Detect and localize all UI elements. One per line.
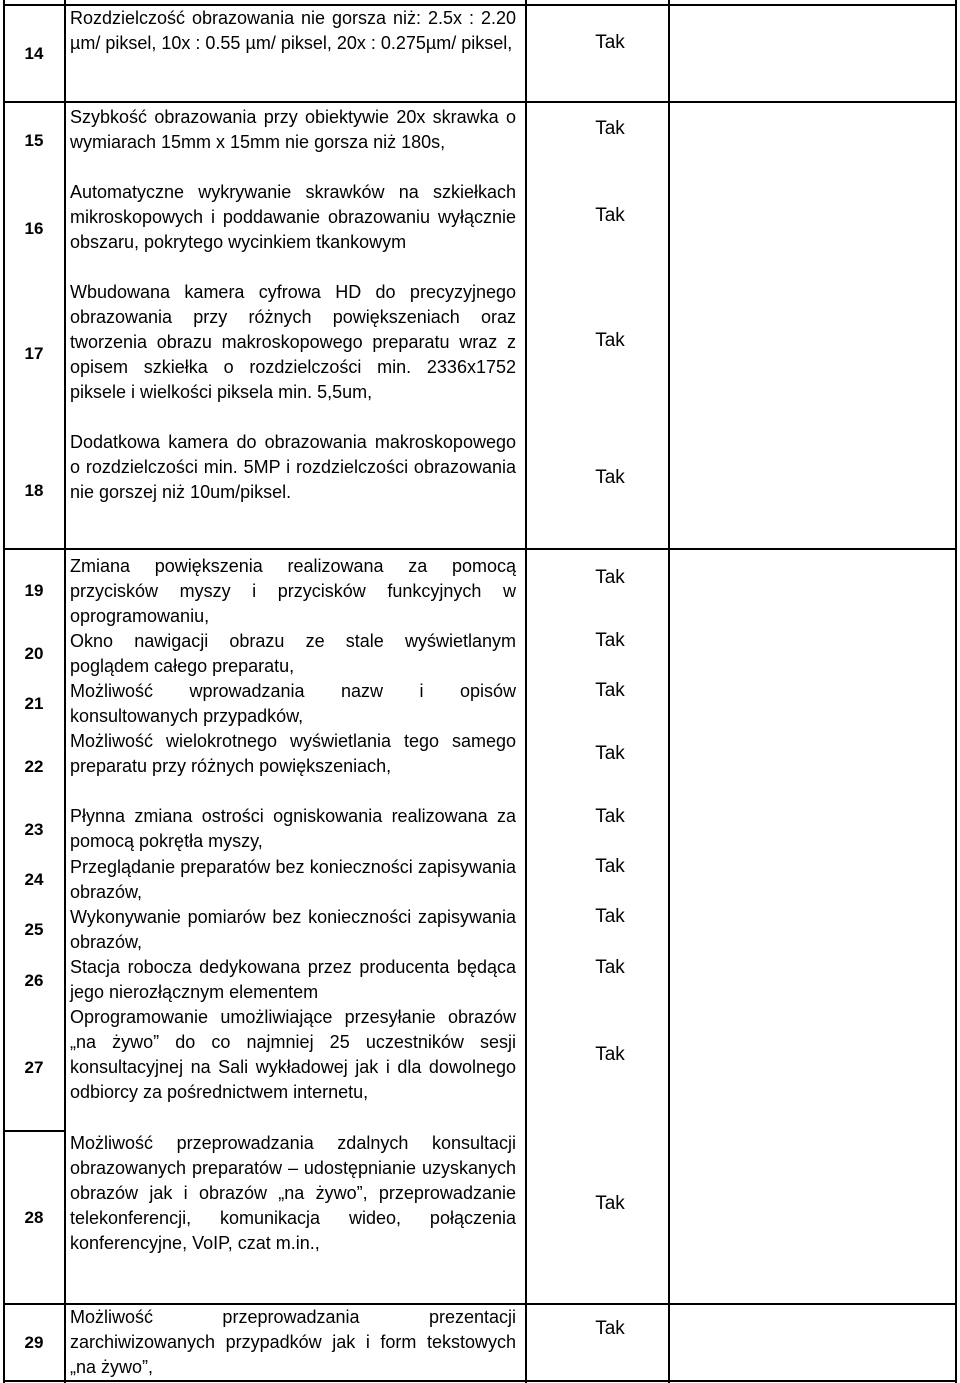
row-value: Tak <box>595 743 625 764</box>
row-description: Wbudowana kamera cyfrowa HD do precyzyjnego obrazowania przy różnych powiększeniach oraz tworzenia obrazu makroskopowego preparatu wraz z opisem szkiełka o rozdzielczości min. 2336x1752 piksele i wielkości piksela min. 5,5um, <box>70 282 516 402</box>
row-number: 14 <box>24 44 44 63</box>
row-description: Możliwość wielokrotnego wyświetlania tego samego preparatu przy różnych powiększeniach, <box>70 731 516 776</box>
row-description: Możliwość wprowadzania nazw i opisów konsultowanych przypadków, <box>70 681 516 726</box>
column-divider <box>525 0 527 1383</box>
table-border-left <box>3 0 5 1383</box>
row-divider <box>3 548 957 550</box>
row-number: 25 <box>24 920 44 939</box>
row-value: Tak <box>595 630 625 651</box>
row-value: Tak <box>595 1193 625 1214</box>
row-number: 18 <box>24 481 44 500</box>
row-number: 16 <box>24 219 44 238</box>
row-divider <box>3 101 957 103</box>
row-number: 23 <box>24 820 44 839</box>
row-number: 22 <box>24 757 44 776</box>
row-value: Tak <box>595 567 625 588</box>
row-description: Okno nawigacji obrazu ze stale wyświetlanym poglądem całego preparatu, <box>70 631 516 676</box>
row-number: 19 <box>24 581 44 600</box>
row-value: Tak <box>595 856 625 877</box>
row-description: Możliwość przeprowadzania prezentacji zarchiwizowanych przypadków jak i form tekstowych „na żywo”, <box>70 1307 516 1377</box>
row-value: Tak <box>595 1044 625 1065</box>
row-value: Tak <box>595 330 625 351</box>
row-description: Możliwość przeprowadzania zdalnych konsultacji obrazowanych preparatów – udostępnianie uzyskanych obrazów jak i obrazów „na żywo”, przeprowadzanie telekonferencji, komunikacja wideo, połączenia konferencyjne, VoIP, czat m.in., <box>70 1133 516 1253</box>
row-description: Dodatkowa kamera do obrazowania makroskopowego o rozdzielczości min. 5MP i rozdzielczości obrazowania nie gorszej niż 10um/piksel. <box>70 432 516 502</box>
row-divider <box>3 1130 65 1132</box>
row-description: Wykonywanie pomiarów bez konieczności zapisywania obrazów, <box>70 907 516 952</box>
row-value: Tak <box>595 467 625 488</box>
row-description: Płynna zmiana ostrości ogniskowania realizowana za pomocą pokrętła myszy, <box>70 806 516 851</box>
row-description: Zmiana powiększenia realizowana za pomocą przycisków myszy i przycisków funkcyjnych w oprogramowaniu, <box>70 556 516 626</box>
row-number: 21 <box>24 694 44 713</box>
row-description: Szybkość obrazowania przy obiektywie 20x skrawka o wymiarach 15mm x 15mm nie gorsza niż 180s, <box>70 107 516 152</box>
row-description: Automatyczne wykrywanie skrawków na szkiełkach mikroskopowych i poddawanie obrazowaniu wyłącznie obszaru, pokrytego wycinkiem tkankowym <box>70 182 516 252</box>
column-divider <box>64 0 66 1383</box>
row-number: 26 <box>24 971 44 990</box>
row-value: Tak <box>595 118 625 139</box>
row-value: Tak <box>595 680 625 701</box>
row-number: 17 <box>24 344 44 363</box>
row-value: Tak <box>595 806 625 827</box>
row-description: Stacja robocza dedykowana przez producenta będąca jego nierozłącznym elementem <box>70 957 516 1002</box>
row-number: 20 <box>24 644 44 663</box>
row-description: Rozdzielczość obrazowania nie gorsza niż: 2.5x : 2.20 µm/ piksel, 10x : 0.55 µm/ piksel, 20x : 0.275µm/ piksel, <box>70 8 516 53</box>
row-value: Tak <box>595 32 625 53</box>
row-number: 27 <box>24 1058 44 1077</box>
row-value: Tak <box>595 1318 625 1339</box>
row-number: 29 <box>24 1333 44 1352</box>
row-description: Oprogramowanie umożliwiające przesyłanie obrazów „na żywo” do co najmniej 25 uczestników sesji konsultacyjnej na Sali wykładowej jak i dla dowolnego odbiorcy za pośrednictwem internetu, <box>70 1007 516 1102</box>
row-description: Przeglądanie preparatów bez konieczności zapisywania obrazów, <box>70 857 516 902</box>
row-value: Tak <box>595 906 625 927</box>
row-number: 24 <box>24 870 44 889</box>
row-number: 15 <box>24 131 44 150</box>
table-border-right <box>955 0 957 1383</box>
row-number: 28 <box>24 1208 44 1227</box>
table-border-bottom <box>3 1380 957 1382</box>
row-value: Tak <box>595 957 625 978</box>
row-value: Tak <box>595 205 625 226</box>
